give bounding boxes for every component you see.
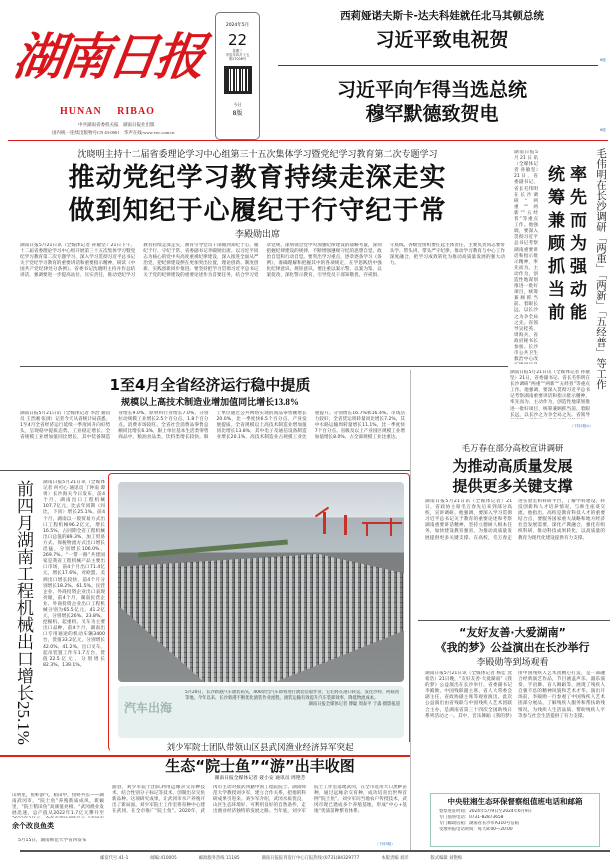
maowanchun-kicker: 毛万春在部分高校宣讲调研 xyxy=(461,443,564,453)
photo-label: 汽车出海 xyxy=(124,701,173,715)
right-feature-body-bottom: 湖南日报5月21日讯（全媒体记者 孙敏坚）21日，省委副书记、省长毛伟明在长沙调研“两重”“两新”“五经普”等重点工作。他强调，要深入贯彻习近平总书记考察湖南重要讲话和指示批示精神，率先而为、主动作为，创造性地谋划推进一批好项目，统筹兼顾抓当前、着眼长远，以长沙之为争全局之先。省领导 xyxy=(510,370,590,418)
notice-line: 专门邮政信箱：湖南省长沙市A310号信箱 xyxy=(439,821,519,827)
headline-line: 习近平向乍得当选总统 xyxy=(336,79,527,101)
footer-rule xyxy=(20,850,610,852)
divider xyxy=(278,65,598,66)
footer-item: 邮政服务热线 11185 xyxy=(198,856,240,861)
top-news-headline-1[interactable]: 习近平致电祝贺 xyxy=(375,29,509,51)
lead-kicker: 沈晓明主持十二届省委理论学习中心组第三十五次集体学习暨党纪学习教育第二次专题学习 xyxy=(77,149,438,159)
maowanchun-body: 湖南日报5月21日讯（全媒体记者）21日，省政协主席毛万春先后来到部分高校，宣讲调研。他强调，要深入学习贯彻习近平总书记关于教育的重要论述和考察湖南重要讲话精神，坚持立德树人根本任务，加快建设教育强省，为推动高质量发展提供更多关键支撑。在高校，毛万春走进实验室和科研平台，了解学科建设、科技创新和人才培养情况，与师生座谈交流。他指出，高校是教育科技人才的重要结合点，要服务国家重大战略和地方经济社会发展需要，深化产教融合，强化有组织科研，推动科技成果转化，以高质量的教育为现代化建设提供有力支撑。 xyxy=(425,499,605,541)
left-column-headline[interactable]: 前四月湖南工程机械出口增长25.1% xyxy=(14,480,33,745)
fish-headline[interactable]: 生态“院士鱼”“游”出丰收图 xyxy=(165,757,355,775)
qr-code-icon[interactable] xyxy=(224,66,252,94)
jump-ref[interactable]: 6版 xyxy=(600,58,606,62)
date-lunar: 甲辰年四月十五 xyxy=(225,53,250,58)
footer-item: 邮编:410005 xyxy=(150,856,177,861)
footer-item: 本版责编 刘洋 xyxy=(381,856,409,861)
footer-item: 版式编辑 刘艳梅 xyxy=(430,856,462,861)
date-day: 22 xyxy=(227,31,248,49)
top-news-kicker: 西莉娅诺夫斯卡-达夫科娃就任北马其顿总统 xyxy=(340,10,544,22)
headline-line: 做到知纪于心履纪于行守纪于常 xyxy=(68,196,447,226)
date-box xyxy=(215,12,260,140)
headline-line: 提供更多关键支撑 xyxy=(452,477,573,495)
lead-body: 湖南日报5月21日讯（全媒体记者 孙敏坚）21日下午，十二届省委理论学习中心组开展第三十五次集体学习暨党纪学习教育第二次专题学习，深入学习贯彻习近平总书记关于党纪学习教育的重要讲话和重要指示精神，研读《中国共产党纪律处分条例》。省委书记沈晓明主持并作总结讲话，强调要进一步提高站位、压实责任，推动党纪学习教育持续走深走实，教育引导党员干部做到知纪于心、履纪于行、守纪于常。省委副书记李殿勋出席。以习近平同志为核心的党中央高度重视纪律建设，深入推进全面从严治党，把纪律建设摆在更加突出位置，理论创新、制度创新、实践创新同步推进。要坚持把学习贯彻习近平总书记关于党的纪律建设的重要论述作为首要任务，结合学习党章党规，深刻领会党中央加强纪律建设的战略考量，深刻把握纪律建设的规律，不断增强遵规守纪的思想自觉、政治自觉和行动自觉。要突出学习重点，逐章逐条学习《条例》，准确理解和把握其中的各项规定，在学思践悟中强化纪律意识、规矩意识。要注重以案示警、以案为鉴、以案促改，深化警示教育，引导党员干部知敬畏、存戒惧、守底线。各级党组织要扛起主体责任，主要负责同志要带头学、带头讲、带头严守纪律，推动学习教育与中心工作深度融合，把学习成效转化为推动高质量发展的强大动力。 xyxy=(20,243,505,279)
jump-ref[interactable]: （下转5版） xyxy=(375,842,395,846)
charity-body: 湖南日报5月21日讯（全媒体记者 杨佳 沈希浩）21日晚，“友好友善·大爱湖南”《我的梦》公益演出在长沙举行。省委副书记李殿勋，中国残联副主席，省人大常委会副主任，省政协副主席等观看演出。此次公益演出由省残联与中国残疾人艺术团联合主办，是湖南省第三十四次全国助残日系列活动之一。其中，音乐舞蹈《我的梦》由中国残疾人艺术团精心打造，是一部融合经典演艺作品，节目涵盖声乐、器乐演奏、手语舞、盲人舞蹈等，展现了残疾人自强不息的精神风貌和艺术才华。演出开场前，李殿勋一行参观了中国残疾人艺术团部分展品，了解残疾人服务和帮扶助残情况，为残疾人生活品质、帮助残疾人平等参与社会生活提供了有力支撑。 xyxy=(425,671,605,719)
notice-box xyxy=(430,793,600,847)
notice-line: 受理举报电话时间：每天8:00—20:00 xyxy=(439,827,513,833)
masthead-red-rule xyxy=(8,140,608,141)
footer-item: 邮发代号 41-1 xyxy=(100,856,129,861)
date-weekday: 星期三 xyxy=(232,49,243,53)
headline-line: “友好友善·大爱湖南” xyxy=(459,626,566,639)
charity-headline[interactable] xyxy=(415,625,610,655)
fish-kicker: 刘少军院士团队带领山区县武冈渔业经济异军突起 xyxy=(110,742,410,753)
lead-byline: 李殿勋出席 xyxy=(234,229,280,239)
charity-byline: 李殿勋等到场观看 xyxy=(476,657,549,667)
notice-line[interactable]: 专门值班电话：0731-82873658 xyxy=(439,815,504,821)
masthead-logo-en: HUNAN RIBAO xyxy=(60,106,155,117)
photo-credit: 湖南日报全媒体记者 傅聪 周泰平 于淼 摄影报道 xyxy=(308,702,400,707)
masthead-logo: 湖南日报 xyxy=(9,27,207,86)
column-divider xyxy=(410,370,411,850)
divider xyxy=(418,620,610,621)
page-count: 8版 xyxy=(232,109,243,117)
economy-body: 湖南日报5月21日讯（全媒体记者 李治 通讯员 王晋湘 张浏）记者今天从省统计局获悉，1至4月全省经济运行延续一季度回升向好势头，呈现稳中提质态势。工业稳定增长。全省规模工业增加值同比增长，其中装备制造业增长9.0%，原材料行业增长7.0%，分别拉动规模工业增长2.5个百分点、1.8个百分点。消费市场较旺。全省社会消费品零售总额同比增长6.3%，限上单位基本生活类零售商品中，粮油食品类、饮料类增长较快。限上单位通过公共网络实现的商品零售额增长20.0%，比一季度快6.5个百分点。产业发展提质。全省规模以上高技术制造业增加值同比增长13.8%，其中电子及通信设备制造业增长20.1%，高技术制造业占规模工业比重提升。分别增长16.7%和16.4%。市场活力较好，全省货运周转量同比增长7.2%，其中水路运输周转量增长11.1%，比一季度快7个百分点。省级及以上产业园区规模工业增加值增长8.0%，占全部规模工业比重达。 xyxy=(20,411,405,441)
footer-item: 湖南日报报刊发行中心订报热线:(0731)84329777 xyxy=(261,856,360,861)
date-year-month: 2024年5月 xyxy=(225,23,250,28)
jump-ref[interactable]: （下转2版①） xyxy=(570,424,593,428)
photo-caption-text: 5月20日，长沙新港汽车滚装码头，400余台汽车即将进行滚装装船作业，它们将在港口转运，发往沙特、阿联酋等地。今年以来，长沙新港不断优化滚装作业流程，滚装运输有效提升汽车装卸效率，降低物流成本。 xyxy=(185,690,400,701)
top-news-headline-2[interactable] xyxy=(272,78,592,126)
footer xyxy=(100,856,610,862)
photo-caption xyxy=(185,690,400,734)
headline-line: 为推动高质量发展 xyxy=(452,457,573,475)
fish-byline: 湖南日报全媒体记者 聂小安 通讯员 周艳芳 xyxy=(214,776,306,781)
right-feature-headline-1[interactable]: 率先而为强动能 xyxy=(566,165,586,326)
right-feature-kicker: 毛伟明在长沙调研「两重」「两新」「五经普」等工作 xyxy=(595,148,606,390)
notice-line: 督察进驻时间：2024年5月9日至2024年6月9日 xyxy=(439,809,532,814)
car-export-photo[interactable] xyxy=(118,482,404,682)
issue-number: 第27006号 xyxy=(228,57,247,62)
cars-rows xyxy=(118,554,404,682)
left-column-body: 湖南日报5月21日讯（全媒体记者 何可心 通讯员 丁钟南 谭勇）长沙海关今日发布，前4个月，湖南出口工程机械107.7亿元，比去年同期（同比，下同）增长25.1%。前4个月，湖南以一般贸易方式出口工程机械96.2亿元，增长16.5%，占同期全省工程机械出口总值的89.3%，加工贸易方式、保税物流方式出口增长迅猛，分别增长106.0%、269.7%。“一带一路”共建国家是我省工程机械产品主要出口市场，前4个月出口71.4亿元，增长17.6%，对欧盟、美洲出口增长较快，前4个月分别增长18.2%、61.5%。民营企业、外商投资企业出口表现亮眼，前4个月，湖南民营企业、外商投资企业出口工程机械分别为65.5亿元、41.2亿元，分别增长26%、23.8%。挖掘机、起重机、叉车为主要出口品种，前4个月，湖南出口专用通途的机动车辆3400台，货值33.2亿元，分别增长42.0%、41.2%。出口叉车、起吊装置工作车1.7万台，货值22.5亿元，分别增长82.3%、139.1%。 xyxy=(43,480,105,668)
notice-title: 中央驻湘生态环保督察组值班电话和邮箱 xyxy=(447,797,583,806)
jump-ref[interactable]: 6版 xyxy=(600,128,606,132)
maowanchun-headline[interactable] xyxy=(415,456,610,496)
economy-subhead: 规模以上高技术制造业增加值同比增长13.8% xyxy=(121,397,299,407)
headline-line: 穆罕默德致贺电 xyxy=(365,103,499,125)
divider xyxy=(20,366,508,367)
right-feature-body-top: 湖南日报5月21日讯（全媒体记者 孙敏坚）21日，省委副书记、省长毛伟明在长沙调研“两重”“两新”“五经普”等重点工作。他强调，要深入贯彻习近平总书记考察湖南重要讲话和指示批示精神，率先而为、主动作为，创造性地谋划推进一批好项目，统筹兼顾抓当前、着眼长远，以长沙之为争全局之先。省领导吴桂英、周海兵，省政府秘书长参加。长沙市公共卫生救治中心改 xyxy=(514,150,538,363)
masthead-cn-number: 国内统一连续出版物号CN 43-0001 华声在线:www.voc.com.cn xyxy=(52,130,175,135)
today-label: 今日 xyxy=(233,101,242,107)
fish-body: 涌县，刘少军院士团队利用远缘杂交育种技术，结合性别分子标记等技术，创制出杂交鱼新品种。这项研究成果，让武冈市水产养殖开出了新局面。刘少军院士工作室将育种中心建在武冈，在全市推广“院士鱼”。2020年，武冈市主动对接武冈籍中国工程院院士、湖南师范大学教授刘少军，建立合作关系，把他的科研成果引进来。刘少军介绍，武冈水质优良，山区生态环境好，可利用良好的自然条件，走出渔业经济独特的发展之路。当年底，刘少军院士工作室落地武冈，在全市选用大口黑鲈苗种，通过远缘杂交育种，成功培育出世界首例“院士鱼”。刘少军向当地农户传授技术，武冈市现已建成多个养殖基地，形成“中心+基地”优质苗种繁育体系。 xyxy=(112,785,407,815)
right-feature-headline-2[interactable]: 统筹兼顾抓当前 xyxy=(544,165,564,326)
masthead-publisher: 中共湖南省委机关报 湖南日报社出版 xyxy=(78,122,155,127)
left-bottom-subhead: 余个改良鱼类 xyxy=(12,822,54,830)
divider xyxy=(0,470,410,471)
left-bottom-body: 山明里，鱼虾游气，稻田中，鱼虾共长——湖南武冈市，“院士鱼”养殖新质成风，新颖里，“院士稻田鱼”高颜值亮相。“武冈渔业发展迅速，总产值从2022年1.7亿元攀升至 xyxy=(12,793,104,817)
lead-headline[interactable] xyxy=(5,162,510,228)
headline-line: 推动党纪学习教育持续走深走实 xyxy=(68,163,447,193)
headline-line: 《我的梦》公益演出在长沙举行 xyxy=(435,641,590,654)
left-bottom-body-2: 5月15日，湖南师范大学省四发布 xyxy=(18,838,87,843)
economy-headline[interactable]: 1至4月全省经济运行稳中提质 xyxy=(109,376,311,394)
